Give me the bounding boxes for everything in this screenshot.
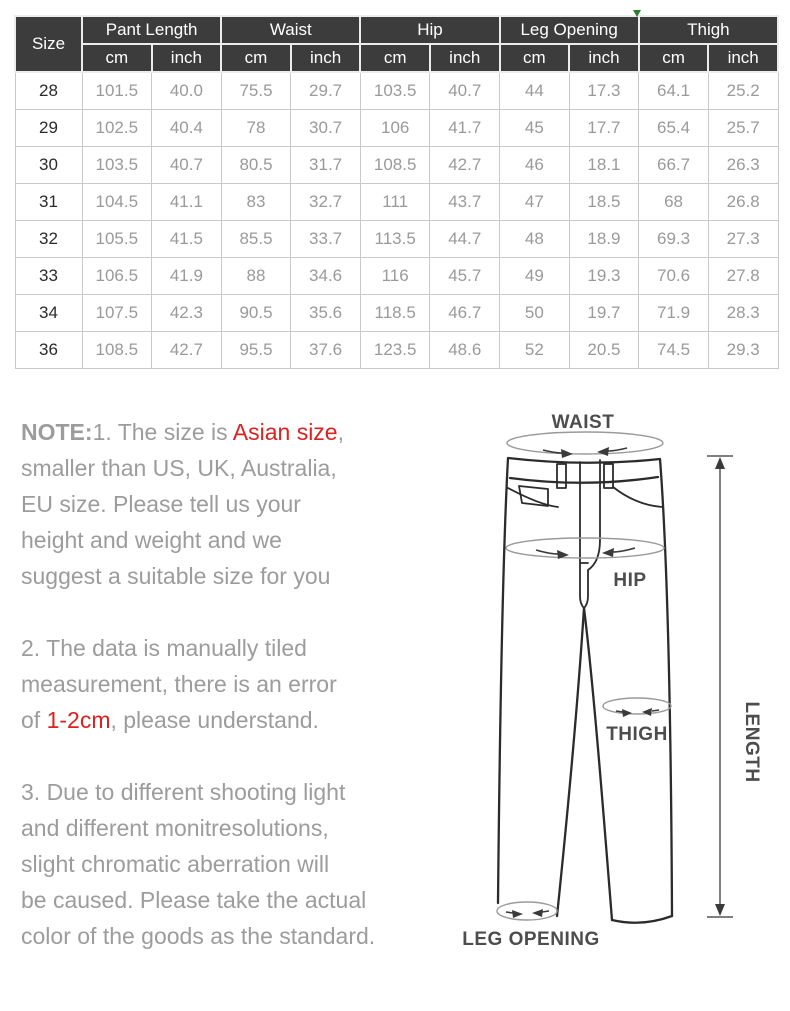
measure-cell: 18.5 — [569, 184, 639, 221]
length-arrow-down-icon — [715, 904, 725, 916]
length-label: LENGTH — [741, 701, 762, 783]
waist-arrow-left-icon — [597, 447, 609, 456]
waist-arrow-right-icon — [561, 449, 573, 458]
measure-cell: 40.7 — [430, 72, 500, 110]
hip-ellipse — [506, 538, 664, 558]
measure-cell: 46 — [500, 147, 570, 184]
measure-cell: 50 — [500, 295, 570, 332]
unit-header-inch: inch — [291, 44, 361, 72]
unit-header-inch: inch — [708, 44, 778, 72]
measure-cell: 20.5 — [569, 332, 639, 369]
note-label: NOTE: — [21, 419, 93, 445]
measure-cell: 49 — [500, 258, 570, 295]
right-pocket-curve — [613, 487, 662, 507]
note-line: measurement, there is an error — [21, 671, 337, 697]
measure-cell: 106 — [360, 110, 430, 147]
unit-header-cm: cm — [500, 44, 570, 72]
measure-cell: 42.7 — [430, 147, 500, 184]
measure-cell: 107.5 — [82, 295, 152, 332]
measure-cell: 25.2 — [708, 72, 778, 110]
measure-cell: 64.1 — [639, 72, 709, 110]
table-row — [15, 332, 778, 369]
leg-opening-arrow-right-icon — [512, 910, 523, 918]
size-cell: 30 — [15, 147, 82, 184]
size-cell: 31 — [15, 184, 82, 221]
note-line: height and weight and we — [21, 527, 282, 553]
measure-cell: 103.5 — [82, 147, 152, 184]
hip-arrow-left-icon — [602, 548, 614, 557]
measure-cell: 35.6 — [291, 295, 361, 332]
note-line — [21, 702, 451, 738]
measure-cell: 90.5 — [221, 295, 291, 332]
measure-cell: 83 — [221, 184, 291, 221]
note-line: suggest a suitable size for you — [21, 563, 331, 589]
measure-cell: 108.5 — [360, 147, 430, 184]
note-2 — [21, 630, 451, 738]
measure-cell: 44.7 — [430, 221, 500, 258]
measure-cell: 70.6 — [639, 258, 709, 295]
measure-cell: 27.8 — [708, 258, 778, 295]
measure-cell: 45 — [500, 110, 570, 147]
size-cell: 28 — [15, 72, 82, 110]
unit-header-inch: inch — [430, 44, 500, 72]
col-header-leg-opening: Leg Opening — [500, 16, 639, 44]
note-line: color of the goods as the standard. — [21, 923, 376, 949]
measure-cell: 108.5 — [82, 332, 152, 369]
measure-cell: 29.3 — [708, 332, 778, 369]
col-header-thigh: Thigh — [639, 16, 778, 44]
length-arrow-up-icon — [715, 457, 725, 469]
measure-cell: 44 — [500, 72, 570, 110]
measure-cell: 88 — [221, 258, 291, 295]
measure-cell: 41.5 — [152, 221, 222, 258]
measure-cell: 105.5 — [82, 221, 152, 258]
note-line: be caused. Please take the actual — [21, 887, 367, 913]
measure-cell: 95.5 — [221, 332, 291, 369]
unit-header-cm: cm — [221, 44, 291, 72]
measure-cell: 19.7 — [569, 295, 639, 332]
measure-cell: 85.5 — [221, 221, 291, 258]
measure-cell: 19.3 — [569, 258, 639, 295]
col-header-waist: Waist — [221, 16, 360, 44]
size-cell: 34 — [15, 295, 82, 332]
measure-cell: 69.3 — [639, 221, 709, 258]
measure-cell: 123.5 — [360, 332, 430, 369]
table-row — [15, 147, 778, 184]
measure-cell: 26.3 — [708, 147, 778, 184]
unit-header-cm: cm — [82, 44, 152, 72]
note-line — [21, 414, 451, 450]
size-cell: 33 — [15, 258, 82, 295]
waist-ellipse — [507, 432, 663, 454]
unit-header-cm: cm — [360, 44, 430, 72]
measure-cell: 40.7 — [152, 147, 222, 184]
measure-cell: 48 — [500, 221, 570, 258]
col-header-size: Size — [15, 16, 82, 72]
pants-measurement-diagram — [440, 400, 790, 960]
thigh-arrow-left-icon — [642, 708, 652, 716]
measure-cell: 111 — [360, 184, 430, 221]
belt-loop-left — [557, 464, 566, 488]
measure-cell: 17.3 — [569, 72, 639, 110]
col-header-hip: Hip — [360, 16, 499, 44]
thigh-arrow-right-icon — [622, 709, 632, 717]
measure-cell: 41.1 — [152, 184, 222, 221]
table-row — [15, 110, 778, 147]
measure-cell: 106.5 — [82, 258, 152, 295]
measure-cell: 103.5 — [360, 72, 430, 110]
measure-cell: 116 — [360, 258, 430, 295]
measure-cell: 80.5 — [221, 147, 291, 184]
measure-cell: 30.7 — [291, 110, 361, 147]
measure-cell: 29.7 — [291, 72, 361, 110]
thigh-ellipse — [603, 698, 671, 714]
note-highlight-asian-size: Asian size — [232, 419, 338, 445]
note-line: 2. The data is manually tiled — [21, 635, 307, 661]
measure-cell: 68 — [639, 184, 709, 221]
measure-cell: 40.0 — [152, 72, 222, 110]
measure-cell: 104.5 — [82, 184, 152, 221]
waist-label: WAIST — [551, 412, 615, 433]
pants-outline — [498, 458, 672, 916]
measure-cell: 18.1 — [569, 147, 639, 184]
note-line: and different monitresolutions, — [21, 815, 329, 841]
length-dimension-line — [707, 456, 733, 917]
note-text: , — [337, 419, 344, 445]
green-artifact-mark — [633, 10, 641, 17]
leg-opening-arrow-left-icon — [532, 909, 543, 917]
unit-header-inch: inch — [569, 44, 639, 72]
measure-cell: 75.5 — [221, 72, 291, 110]
measure-cell: 78 — [221, 110, 291, 147]
size-chart-table — [14, 15, 779, 369]
notes-section — [21, 414, 451, 954]
col-header-pant-length: Pant Length — [82, 16, 221, 44]
size-cell: 32 — [15, 221, 82, 258]
measure-cell: 42.3 — [152, 295, 222, 332]
leg-opening-label: LEG OPENING — [462, 929, 600, 950]
measure-cell: 28.3 — [708, 295, 778, 332]
measure-cell: 42.7 — [152, 332, 222, 369]
measure-cell: 65.4 — [639, 110, 709, 147]
table-header-row-units — [15, 44, 778, 72]
measure-cell: 47 — [500, 184, 570, 221]
measure-cell: 118.5 — [360, 295, 430, 332]
measure-cell: 34.6 — [291, 258, 361, 295]
measure-cell: 27.3 — [708, 221, 778, 258]
note-line: smaller than US, UK, Australia, — [21, 455, 337, 481]
note-text: 1. The size is — [92, 419, 233, 445]
table-row — [15, 221, 778, 258]
hip-label: HIP — [613, 570, 647, 591]
table-header-row-groups — [15, 16, 778, 44]
unit-header-inch: inch — [152, 44, 222, 72]
note-line: 3. Due to different shooting light — [21, 779, 346, 805]
belt-loop-right — [604, 464, 613, 488]
measure-cell: 32.7 — [291, 184, 361, 221]
size-cell: 36 — [15, 332, 82, 369]
measure-cell: 48.6 — [430, 332, 500, 369]
thigh-label: THIGH — [606, 724, 668, 745]
table-row — [15, 258, 778, 295]
measure-cell: 26.8 — [708, 184, 778, 221]
measure-cell: 71.9 — [639, 295, 709, 332]
note-text: , please understand. — [110, 707, 319, 733]
measure-cell: 113.5 — [360, 221, 430, 258]
note-line: EU size. Please tell us your — [21, 491, 301, 517]
measure-cell: 101.5 — [82, 72, 152, 110]
note-highlight-tolerance: 1-2cm — [46, 707, 111, 733]
measure-cell: 74.5 — [639, 332, 709, 369]
table-row — [15, 184, 778, 221]
size-cell: 29 — [15, 110, 82, 147]
measure-cell: 37.6 — [291, 332, 361, 369]
measure-cell: 43.7 — [430, 184, 500, 221]
measure-cell: 25.7 — [708, 110, 778, 147]
measure-cell: 18.9 — [569, 221, 639, 258]
table-row — [15, 295, 778, 332]
unit-header-cm: cm — [639, 44, 709, 72]
table-row — [15, 72, 778, 110]
measure-cell: 40.4 — [152, 110, 222, 147]
measure-cell: 45.7 — [430, 258, 500, 295]
measure-cell: 33.7 — [291, 221, 361, 258]
note-1 — [21, 414, 451, 594]
measure-cell: 31.7 — [291, 147, 361, 184]
measure-cell: 102.5 — [82, 110, 152, 147]
measure-cell: 41.7 — [430, 110, 500, 147]
measure-cell: 46.7 — [430, 295, 500, 332]
measure-cell: 41.9 — [152, 258, 222, 295]
measure-cell: 66.7 — [639, 147, 709, 184]
note-3 — [21, 774, 451, 954]
note-text: of — [21, 707, 47, 733]
measure-cell: 52 — [500, 332, 570, 369]
measure-cell: 17.7 — [569, 110, 639, 147]
note-line: slight chromatic aberration will — [21, 851, 330, 877]
